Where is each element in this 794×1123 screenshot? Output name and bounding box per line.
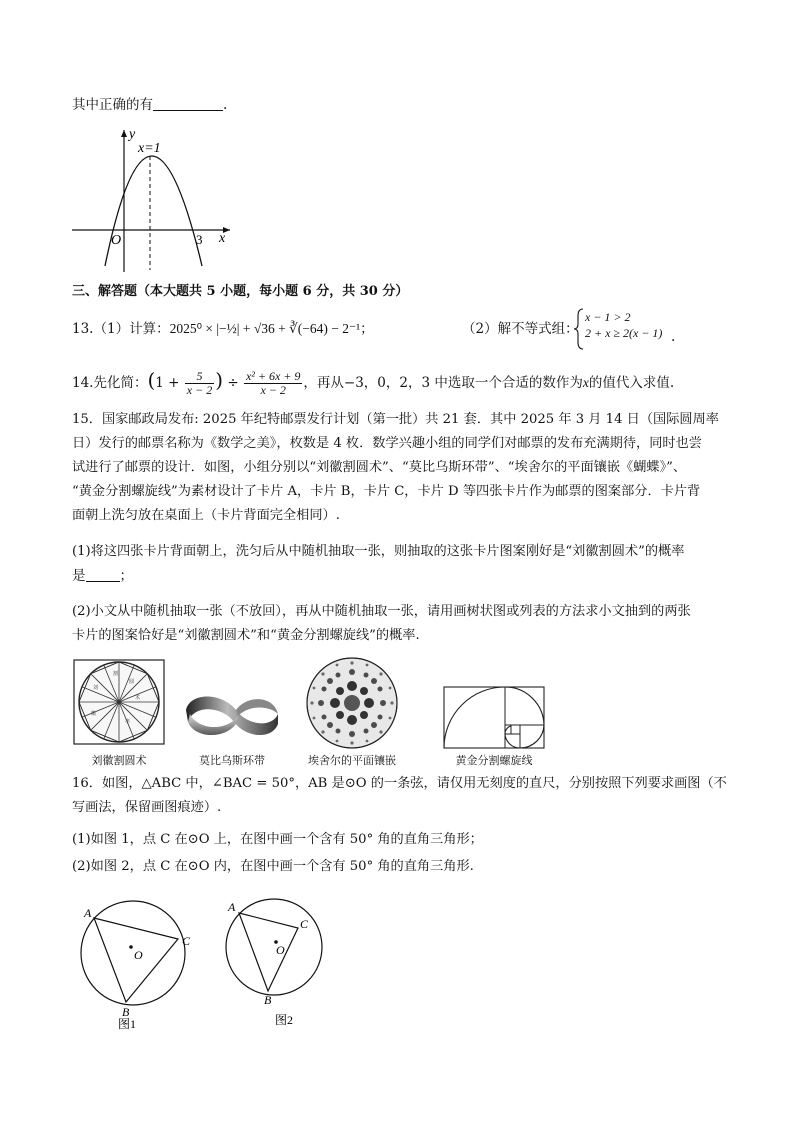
fig1-point-a: A	[84, 906, 92, 920]
fig1-point-b: B	[122, 1005, 130, 1019]
fig2-center-o: O	[276, 943, 285, 957]
caption-mobius: 莫比乌斯环带	[199, 754, 265, 767]
probability-blank[interactable]	[86, 567, 120, 582]
card-liuhui-image	[73, 659, 165, 745]
fig2-caption: 图2	[275, 1013, 294, 1027]
x-axis-label: x	[219, 231, 226, 246]
q16-sub1: (1)如图 1，点 C 在⊙O 上，在图中画一个含有 50° 角的直角三角形；	[72, 832, 483, 847]
svg-text:刘: 刘	[93, 686, 99, 691]
fig2-point-b: B	[264, 993, 272, 1007]
caption-liuhui: 刘徽割圆术	[91, 754, 147, 767]
card-golden-spiral-image	[443, 686, 545, 749]
inequality-2: 2 + x ≥ 2(x − 1)	[585, 326, 663, 340]
card-mobius-image	[180, 688, 284, 744]
fig1-caption: 图1	[118, 1017, 137, 1030]
svg-text:徽: 徽	[91, 712, 97, 717]
q13-line: 13.（1）计算：2025⁰ × |−½| + √36 + ∛(−64) − 2⁻¹；	[72, 321, 374, 337]
q14-line: 14.先化简：(1 + $\frac{5}{x - 2}$ ) ÷ $\frac{\text{x² + 6x + 9}}{x - 2}$ ，再从−3，0，2，3 中选取一个合适的数作为x的值代入求值.	[72, 368, 675, 397]
inequality-1: x − 1 > 2	[585, 310, 631, 324]
q16-line2: 写画法，保留画图痕迹）.	[72, 800, 222, 815]
figure-2	[222, 893, 332, 1028]
q13-part2: （2）解不等式组：	[462, 321, 579, 337]
svg-text:率: 率	[125, 720, 131, 725]
q13-expression: 2025⁰ × |−½| + √36 + ∛(−64) − 2⁻¹；	[169, 321, 374, 336]
intro-line: 其中正确的有 .	[72, 97, 228, 113]
fig1-center-o: O	[134, 948, 143, 962]
fig2-point-c: C	[300, 917, 309, 931]
section-title: 三、解答题（本大题共 5 小题，每小题 6 分，共 30 分）	[72, 284, 409, 299]
q14-fraction-1: $\frac{5}{x - 2}$	[186, 369, 213, 397]
q15-sub1-answer: 是 ；	[72, 568, 133, 584]
answer-blank[interactable]	[153, 96, 223, 111]
origin-label: O	[111, 233, 122, 248]
y-axis-label: y	[129, 127, 136, 142]
fig1-point-c: C	[182, 934, 191, 948]
root-label: 3	[196, 232, 203, 247]
symmetry-axis-label: x=1	[138, 141, 161, 156]
caption-escher: 埃舍尔的平面镶嵌	[308, 754, 396, 767]
inequality-system	[585, 309, 662, 341]
q14-fraction-2: $\frac{\text{x² + 6x + 9}}{x - 2}$	[245, 369, 301, 397]
svg-text:术: 术	[135, 696, 141, 701]
inequality-brace	[574, 308, 584, 350]
card-escher-image	[305, 656, 399, 750]
figure-1	[78, 895, 208, 1030]
fig2-point-a: A	[228, 900, 236, 914]
svg-text:割: 割	[113, 672, 119, 677]
q16-sub2: (2)如图 2，点 C 在⊙O 内，在图中画一个含有 50° 角的直角三角形.	[72, 859, 474, 874]
caption-golden-spiral: 黄金分割螺旋线	[455, 754, 533, 767]
svg-text:圆: 圆	[129, 680, 135, 685]
parabola-graph	[68, 126, 238, 276]
q16-line1: 16．如图，△ABC 中，∠BAC = 50°，AB 是⊙O 的一条弦，请仅用无刻度的直尺，分别按照下列要求画图（不	[72, 776, 727, 791]
